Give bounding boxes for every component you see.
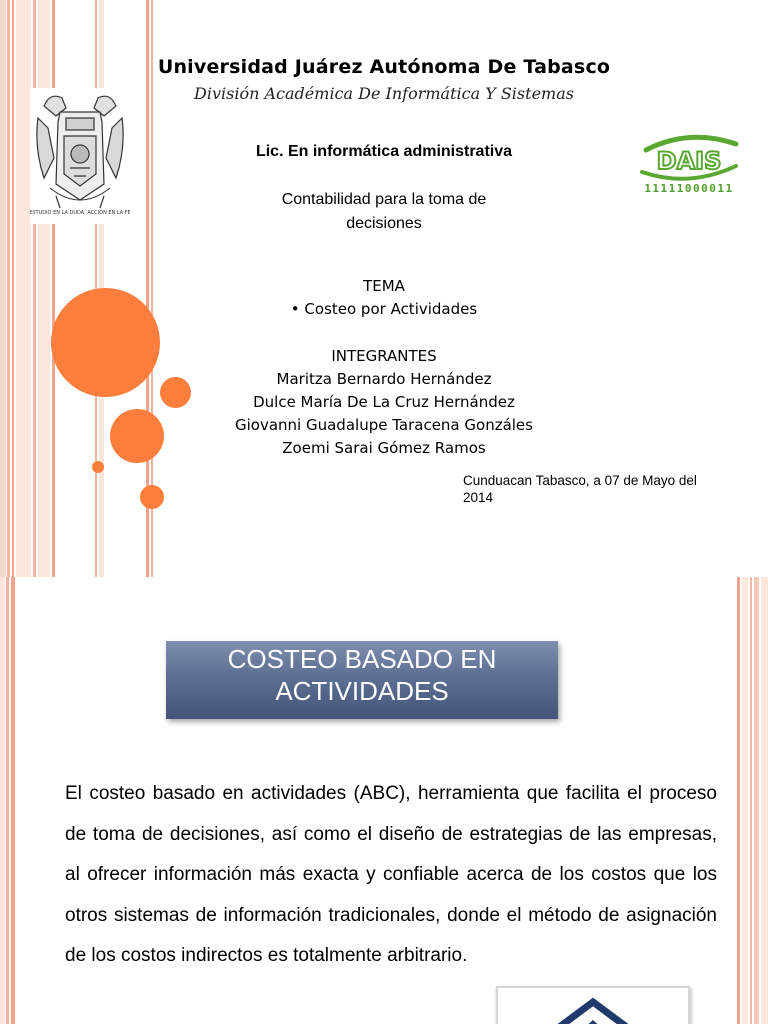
degree-name: Lic. En informática administrativa	[255, 143, 513, 160]
decor-stripe	[761, 577, 768, 1024]
members-heading: INTEGRANTES	[331, 347, 437, 365]
member-name: Maritza Bernardo Hernández	[276, 370, 492, 388]
member-name: Giovanni Guadalupe Taracena Gonzáles	[235, 416, 533, 434]
decor-stripe	[11, 577, 15, 1024]
member-name: Zoemi Sarai Gómez Ramos	[282, 439, 486, 457]
slide-title: COSTEO BASADO EN ACTIVIDADES	[227, 644, 497, 706]
abc-paragraph: El costeo basado en actividades (ABC), herramienta que facilita el proceso de toma de decisiones, así como el diseño de estrategias de las empresas, al ofrecer información más exacta y confiable acerca de los costos que los otros sistemas de información tradicionales, donde el método de asignación de los costos indirectos es totalmente arbitrario.	[65, 783, 717, 966]
decor-circle	[140, 485, 164, 509]
dais-logo-binary: 11111000011	[644, 182, 734, 195]
division-name: División Académica De Informática Y Sistemas	[194, 84, 574, 103]
member-name: Dulce María De La Cruz Hernández	[253, 393, 515, 411]
dais-logo-text: DAIS	[656, 147, 722, 175]
decor-stripe	[737, 577, 740, 1024]
topic-item: • Costeo por Actividades	[290, 300, 478, 318]
decor-stripe	[754, 577, 759, 1024]
decor-stripe	[6, 577, 9, 1024]
dais-logo	[636, 132, 742, 198]
decor-stripe	[742, 577, 748, 1024]
topic-heading: TEMA	[363, 277, 405, 295]
university-name: Universidad Juárez Autónoma De Tabasco	[157, 56, 611, 78]
logo-fragment-icon	[498, 988, 688, 1024]
seal-motto: ESTUDIO EN LA DUDA, ACCIÓN EN LA FE	[30, 210, 130, 216]
partial-logo-image	[496, 986, 690, 1024]
place-date: Cunduacan Tabasco, a 07 de Mayo del 2014	[463, 473, 697, 505]
decor-stripe	[750, 577, 752, 1024]
content-slide	[0, 577, 768, 1024]
decor-circle	[92, 461, 104, 473]
decor-stripe	[0, 577, 5, 1024]
course-name: Contabilidad para la toma de decisiones	[281, 191, 487, 232]
